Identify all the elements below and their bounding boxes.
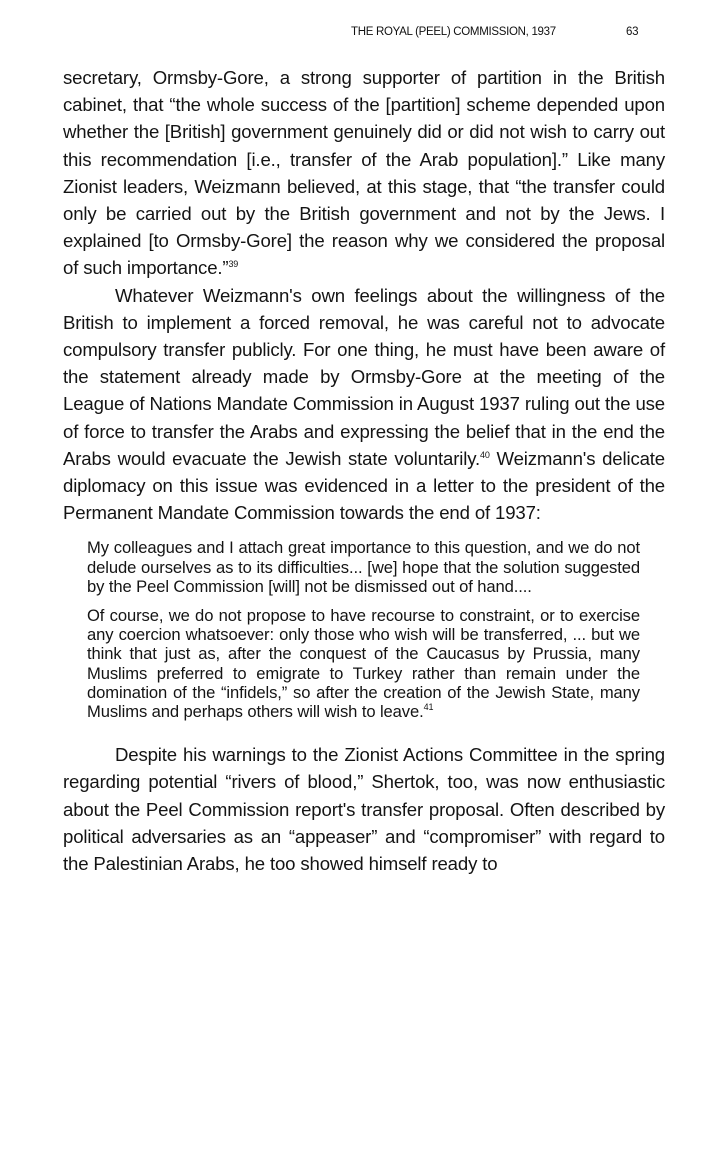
page-number: 63 [626, 26, 639, 38]
footnote-ref[interactable]: 40 [480, 449, 490, 460]
paragraph-continued [63, 64, 665, 282]
quote-paragraph [87, 606, 640, 721]
footnote-ref[interactable]: 39 [228, 259, 239, 270]
body-text [63, 64, 665, 877]
block-quote [87, 538, 640, 721]
paragraph-text: Despite his warnings to the Zionist Actions Committee in the spring regarding potential “rivers of blood,” Shertok, too, was now enthusiastic about the Peel Commission report's transfer proposal. Often described by political adversaries as an “appeaser” and “compromiser” with regard to the Palestinian Arabs, he too showed himself ready to [63, 744, 665, 875]
paragraph-text-after: Weizmann's delicate diplomacy on this issue was evidenced in a letter to the president of the Permanent Mandate Commission towards the end of 1937: [63, 447, 665, 524]
running-head [351, 26, 639, 38]
running-head-title: THE ROYAL (PEEL) COMMISSION, 1937 [351, 26, 556, 38]
footnote-ref[interactable]: 41 [423, 702, 434, 713]
paragraph [63, 282, 665, 527]
quote-paragraph [87, 538, 640, 596]
paragraph-text: secretary, Ormsby-Gore, a strong supporter of partition in the British cabinet, that “the whole success of the [partition] scheme depended upon whether the [British] government genuinely did or did not wish to carry out this recommendation [i.e., transfer of the Arab population].” Like many Zionist leaders, Weizmann believed, at this stage, that “the transfer could only be carried out by the British government and not by the Jews. I explained [to Ormsby-Gore] the reason why we considered the proposal of such importance.” [63, 67, 665, 279]
paragraph-text: Whatever Weizmann's own feelings about the willingness of the British to implement a forced removal, he was careful not to advocate compulsory transfer publicly. For one thing, he must have been aware of the statement already made by Ormsby-Gore at the meeting of the League of Nations Mandate Commission in August 1937 ruling out the use of force to transfer the Arabs and expressing the belief that in the end the Arabs would evacuate the Jewish state voluntarily. [63, 284, 665, 469]
quote-text: My colleagues and I attach great importance to this question, and we do not delude ourselves as to its difficulties... [we] hope that the solution suggested by the Peel Commission [will] not be dismissed out of hand.... [87, 538, 640, 596]
quote-text: Of course, we do not propose to have recourse to constraint, or to exercise any coercion whatsoever: only those who wish will be transferred, ... but we think that just as, after the conquest of the Caucasus by Prussia, many Muslims preferred to emigrate to Turkey rather than remain under the domination of the “infidels,” so after the creation of the Jewish State, many Muslims and perhaps others will wish to leave. [87, 606, 640, 722]
paragraph [63, 741, 665, 877]
